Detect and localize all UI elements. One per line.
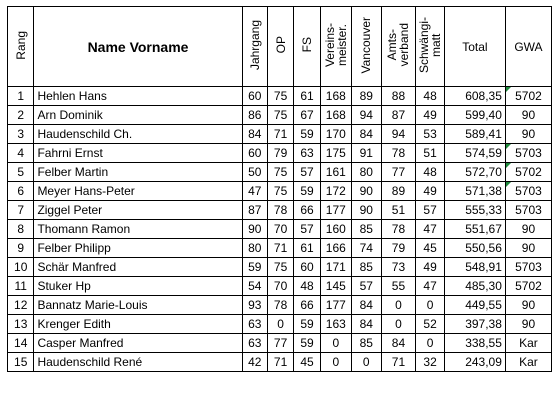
jahrgang-cell[interactable]: 63 bbox=[242, 315, 267, 334]
op-cell[interactable]: 0 bbox=[267, 315, 293, 334]
vancouver-cell[interactable]: 89 bbox=[351, 87, 381, 106]
fs-cell[interactable]: 59 bbox=[294, 125, 320, 144]
schwaengimatt-cell[interactable]: 0 bbox=[416, 334, 445, 353]
schwaengimatt-cell[interactable]: 57 bbox=[416, 201, 445, 220]
name-cell[interactable]: Bannatz Marie-Louis bbox=[34, 296, 242, 315]
vereinsmeister-cell[interactable]: 160 bbox=[320, 220, 351, 239]
vancouver-cell[interactable]: 80 bbox=[351, 163, 381, 182]
header-row bbox=[8, 7, 552, 87]
op-cell[interactable]: 75 bbox=[267, 182, 293, 201]
rang-cell[interactable]: 9 bbox=[8, 239, 34, 258]
gwa-cell[interactable]: 5703 bbox=[505, 201, 551, 220]
vereinsmeister-cell[interactable]: 166 bbox=[320, 239, 351, 258]
vereinsmeister-cell[interactable]: 175 bbox=[320, 144, 351, 163]
table-row bbox=[8, 87, 552, 106]
rang-cell[interactable]: 7 bbox=[8, 201, 34, 220]
vancouver-cell[interactable]: 85 bbox=[351, 258, 381, 277]
table-row bbox=[8, 239, 552, 258]
vancouver-cell[interactable]: 85 bbox=[351, 334, 381, 353]
rang-cell[interactable]: 15 bbox=[8, 353, 34, 372]
gwa-cell[interactable]: 5702 bbox=[505, 87, 551, 106]
op-cell[interactable]: 71 bbox=[267, 239, 293, 258]
header-op[interactable]: OP bbox=[267, 7, 293, 87]
vancouver-cell[interactable]: 90 bbox=[351, 201, 381, 220]
header-amtsverband[interactable]: Amts- verband bbox=[381, 7, 416, 87]
table-row bbox=[8, 334, 552, 353]
schwaengimatt-cell[interactable]: 47 bbox=[416, 220, 445, 239]
amtsverband-cell[interactable]: 0 bbox=[381, 315, 416, 334]
rang-cell[interactable]: 10 bbox=[8, 258, 34, 277]
header-vereinsmeister[interactable]: Vereins- meister. bbox=[320, 7, 351, 87]
jahrgang-cell[interactable]: 54 bbox=[242, 277, 267, 296]
total-cell[interactable]: 243,09 bbox=[444, 353, 505, 372]
amtsverband-cell[interactable]: 78 bbox=[381, 144, 416, 163]
name-cell[interactable]: Stuker Hp bbox=[34, 277, 242, 296]
rang-cell[interactable]: 5 bbox=[8, 163, 34, 182]
gwa-cell[interactable]: 5702 bbox=[505, 277, 551, 296]
amtsverband-cell[interactable]: 89 bbox=[381, 182, 416, 201]
amtsverband-cell[interactable]: 73 bbox=[381, 258, 416, 277]
total-cell[interactable]: 338,55 bbox=[444, 334, 505, 353]
amtsverband-cell[interactable]: 0 bbox=[381, 296, 416, 315]
gwa-cell[interactable]: 90 bbox=[505, 220, 551, 239]
jahrgang-cell[interactable]: 87 bbox=[242, 201, 267, 220]
vereinsmeister-cell[interactable]: 0 bbox=[320, 353, 351, 372]
header-schwaengimatt[interactable]: Schwängi- matt bbox=[416, 7, 445, 87]
rang-cell[interactable]: 6 bbox=[8, 182, 34, 201]
name-cell[interactable]: Schär Manfred bbox=[34, 258, 242, 277]
fs-cell[interactable]: 48 bbox=[294, 277, 320, 296]
rang-cell[interactable]: 4 bbox=[8, 144, 34, 163]
table-row bbox=[8, 315, 552, 334]
vereinsmeister-cell[interactable]: 145 bbox=[320, 277, 351, 296]
name-cell[interactable]: Felber Philipp bbox=[34, 239, 242, 258]
jahrgang-cell[interactable]: 60 bbox=[242, 144, 267, 163]
op-cell[interactable]: 70 bbox=[267, 220, 293, 239]
vereinsmeister-cell[interactable]: 177 bbox=[320, 201, 351, 220]
gwa-cell[interactable]: 90 bbox=[505, 239, 551, 258]
jahrgang-cell[interactable]: 93 bbox=[242, 296, 267, 315]
fs-cell[interactable]: 61 bbox=[294, 239, 320, 258]
table-row bbox=[8, 258, 552, 277]
op-cell[interactable]: 79 bbox=[267, 144, 293, 163]
op-cell[interactable]: 71 bbox=[267, 125, 293, 144]
header-jahrgang[interactable]: Jahrgang bbox=[242, 7, 267, 87]
amtsverband-cell[interactable]: 51 bbox=[381, 201, 416, 220]
fs-cell[interactable]: 63 bbox=[294, 144, 320, 163]
gwa-cell[interactable]: 90 bbox=[505, 125, 551, 144]
jahrgang-cell[interactable]: 63 bbox=[242, 334, 267, 353]
jahrgang-cell[interactable]: 59 bbox=[242, 258, 267, 277]
table-row bbox=[8, 277, 552, 296]
total-cell[interactable]: 608,35 bbox=[444, 87, 505, 106]
name-cell[interactable]: Arn Dominik bbox=[34, 106, 242, 125]
schwaengimatt-cell[interactable]: 45 bbox=[416, 239, 445, 258]
op-cell[interactable]: 70 bbox=[267, 277, 293, 296]
jahrgang-cell[interactable]: 86 bbox=[242, 106, 267, 125]
name-cell[interactable]: Hehlen Hans bbox=[34, 87, 242, 106]
header-vancouver[interactable]: Vancouver bbox=[351, 7, 381, 87]
gwa-cell[interactable]: 5703 bbox=[505, 182, 551, 201]
vereinsmeister-cell[interactable]: 168 bbox=[320, 106, 351, 125]
total-cell[interactable]: 589,41 bbox=[444, 125, 505, 144]
amtsverband-cell[interactable]: 78 bbox=[381, 220, 416, 239]
gwa-cell[interactable]: 5703 bbox=[505, 144, 551, 163]
jahrgang-cell[interactable]: 42 bbox=[242, 353, 267, 372]
total-cell[interactable]: 599,40 bbox=[444, 106, 505, 125]
name-cell[interactable]: Thomann Ramon bbox=[34, 220, 242, 239]
rang-cell[interactable]: 11 bbox=[8, 277, 34, 296]
table-row bbox=[8, 182, 552, 201]
gwa-cell[interactable]: 5702 bbox=[505, 163, 551, 182]
fs-cell[interactable]: 61 bbox=[294, 87, 320, 106]
vereinsmeister-cell[interactable]: 170 bbox=[320, 125, 351, 144]
vancouver-cell[interactable]: 74 bbox=[351, 239, 381, 258]
rang-cell[interactable]: 14 bbox=[8, 334, 34, 353]
table-row bbox=[8, 220, 552, 239]
ranking-table bbox=[7, 6, 552, 372]
fs-cell[interactable]: 66 bbox=[294, 296, 320, 315]
schwaengimatt-cell[interactable]: 53 bbox=[416, 125, 445, 144]
fs-cell[interactable]: 60 bbox=[294, 258, 320, 277]
rang-cell[interactable]: 1 bbox=[8, 87, 34, 106]
vancouver-cell[interactable]: 0 bbox=[351, 353, 381, 372]
vancouver-cell[interactable]: 90 bbox=[351, 182, 381, 201]
amtsverband-cell[interactable]: 88 bbox=[381, 87, 416, 106]
vereinsmeister-cell[interactable]: 171 bbox=[320, 258, 351, 277]
amtsverband-cell[interactable]: 71 bbox=[381, 353, 416, 372]
gwa-cell[interactable]: 90 bbox=[505, 296, 551, 315]
amtsverband-cell[interactable]: 77 bbox=[381, 163, 416, 182]
name-cell[interactable]: Felber Martin bbox=[34, 163, 242, 182]
total-cell[interactable]: 397,38 bbox=[444, 315, 505, 334]
jahrgang-cell[interactable]: 90 bbox=[242, 220, 267, 239]
vancouver-cell[interactable]: 85 bbox=[351, 220, 381, 239]
rang-cell[interactable]: 3 bbox=[8, 125, 34, 144]
op-cell[interactable]: 78 bbox=[267, 201, 293, 220]
ranking-rows bbox=[8, 87, 552, 372]
header-gwa[interactable]: GWA bbox=[505, 7, 551, 87]
schwaengimatt-cell[interactable]: 47 bbox=[416, 277, 445, 296]
jahrgang-cell[interactable]: 80 bbox=[242, 239, 267, 258]
vereinsmeister-cell[interactable]: 177 bbox=[320, 296, 351, 315]
schwaengimatt-cell[interactable]: 0 bbox=[416, 296, 445, 315]
total-cell[interactable]: 551,67 bbox=[444, 220, 505, 239]
amtsverband-cell[interactable]: 79 bbox=[381, 239, 416, 258]
vereinsmeister-cell[interactable]: 168 bbox=[320, 87, 351, 106]
total-cell[interactable]: 555,33 bbox=[444, 201, 505, 220]
table-row bbox=[8, 296, 552, 315]
fs-cell[interactable]: 57 bbox=[294, 220, 320, 239]
name-cell[interactable]: Haudenschild René bbox=[34, 353, 242, 372]
name-cell[interactable]: Meyer Hans-Peter bbox=[34, 182, 242, 201]
amtsverband-cell[interactable]: 55 bbox=[381, 277, 416, 296]
vereinsmeister-cell[interactable]: 172 bbox=[320, 182, 351, 201]
gwa-cell[interactable]: 90 bbox=[505, 106, 551, 125]
table-row bbox=[8, 144, 552, 163]
gwa-cell[interactable]: Kar bbox=[505, 334, 551, 353]
total-cell[interactable]: 548,91 bbox=[444, 258, 505, 277]
name-cell[interactable]: Ziggel Peter bbox=[34, 201, 242, 220]
amtsverband-cell[interactable]: 94 bbox=[381, 125, 416, 144]
rang-cell[interactable]: 12 bbox=[8, 296, 34, 315]
header-rang[interactable]: Rang bbox=[8, 7, 34, 87]
schwaengimatt-cell[interactable]: 49 bbox=[416, 182, 445, 201]
fs-cell[interactable]: 57 bbox=[294, 163, 320, 182]
header-total[interactable]: Total bbox=[444, 7, 505, 87]
vancouver-cell[interactable]: 91 bbox=[351, 144, 381, 163]
header-fs[interactable]: FS bbox=[294, 7, 320, 87]
op-cell[interactable]: 78 bbox=[267, 296, 293, 315]
table-row bbox=[8, 201, 552, 220]
total-cell[interactable]: 571,38 bbox=[444, 182, 505, 201]
vancouver-cell[interactable]: 57 bbox=[351, 277, 381, 296]
header-name[interactable]: Name Vorname bbox=[34, 7, 242, 87]
schwaengimatt-cell[interactable]: 48 bbox=[416, 87, 445, 106]
gwa-cell[interactable]: 90 bbox=[505, 315, 551, 334]
table-row bbox=[8, 106, 552, 125]
vereinsmeister-cell[interactable]: 161 bbox=[320, 163, 351, 182]
amtsverband-cell[interactable]: 84 bbox=[381, 334, 416, 353]
fs-cell[interactable]: 67 bbox=[294, 106, 320, 125]
rang-cell[interactable]: 2 bbox=[8, 106, 34, 125]
schwaengimatt-cell[interactable]: 51 bbox=[416, 144, 445, 163]
op-cell[interactable]: 71 bbox=[267, 353, 293, 372]
fs-cell[interactable]: 59 bbox=[294, 334, 320, 353]
vancouver-cell[interactable]: 84 bbox=[351, 296, 381, 315]
fs-cell[interactable]: 59 bbox=[294, 182, 320, 201]
vancouver-cell[interactable]: 94 bbox=[351, 106, 381, 125]
fs-cell[interactable]: 66 bbox=[294, 201, 320, 220]
op-cell[interactable]: 75 bbox=[267, 87, 293, 106]
name-cell[interactable]: Fahrni Ernst bbox=[34, 144, 242, 163]
schwaengimatt-cell[interactable]: 32 bbox=[416, 353, 445, 372]
table-row bbox=[8, 353, 552, 372]
op-cell[interactable]: 75 bbox=[267, 106, 293, 125]
rang-cell[interactable]: 8 bbox=[8, 220, 34, 239]
jahrgang-cell[interactable]: 47 bbox=[242, 182, 267, 201]
op-cell[interactable]: 75 bbox=[267, 163, 293, 182]
vancouver-cell[interactable]: 84 bbox=[351, 125, 381, 144]
total-cell[interactable]: 572,70 bbox=[444, 163, 505, 182]
schwaengimatt-cell[interactable]: 52 bbox=[416, 315, 445, 334]
name-cell[interactable]: Krenger Edith bbox=[34, 315, 242, 334]
op-cell[interactable]: 75 bbox=[267, 258, 293, 277]
rang-cell[interactable]: 13 bbox=[8, 315, 34, 334]
table-row bbox=[8, 163, 552, 182]
vereinsmeister-cell[interactable]: 163 bbox=[320, 315, 351, 334]
schwaengimatt-cell[interactable]: 49 bbox=[416, 258, 445, 277]
op-cell[interactable]: 77 bbox=[267, 334, 293, 353]
gwa-cell[interactable]: Kar bbox=[505, 353, 551, 372]
jahrgang-cell[interactable]: 50 bbox=[242, 163, 267, 182]
fs-cell[interactable]: 45 bbox=[294, 353, 320, 372]
name-cell[interactable]: Haudenschild Ch. bbox=[34, 125, 242, 144]
name-cell[interactable]: Casper Manfred bbox=[34, 334, 242, 353]
schwaengimatt-cell[interactable]: 49 bbox=[416, 106, 445, 125]
total-cell[interactable]: 485,30 bbox=[444, 277, 505, 296]
schwaengimatt-cell[interactable]: 48 bbox=[416, 163, 445, 182]
gwa-cell[interactable]: 5703 bbox=[505, 258, 551, 277]
table-row bbox=[8, 125, 552, 144]
vereinsmeister-cell[interactable]: 0 bbox=[320, 334, 351, 353]
jahrgang-cell[interactable]: 60 bbox=[242, 87, 267, 106]
total-cell[interactable]: 449,55 bbox=[444, 296, 505, 315]
amtsverband-cell[interactable]: 87 bbox=[381, 106, 416, 125]
total-cell[interactable]: 574,59 bbox=[444, 144, 505, 163]
total-cell[interactable]: 550,56 bbox=[444, 239, 505, 258]
vancouver-cell[interactable]: 84 bbox=[351, 315, 381, 334]
jahrgang-cell[interactable]: 84 bbox=[242, 125, 267, 144]
fs-cell[interactable]: 59 bbox=[294, 315, 320, 334]
